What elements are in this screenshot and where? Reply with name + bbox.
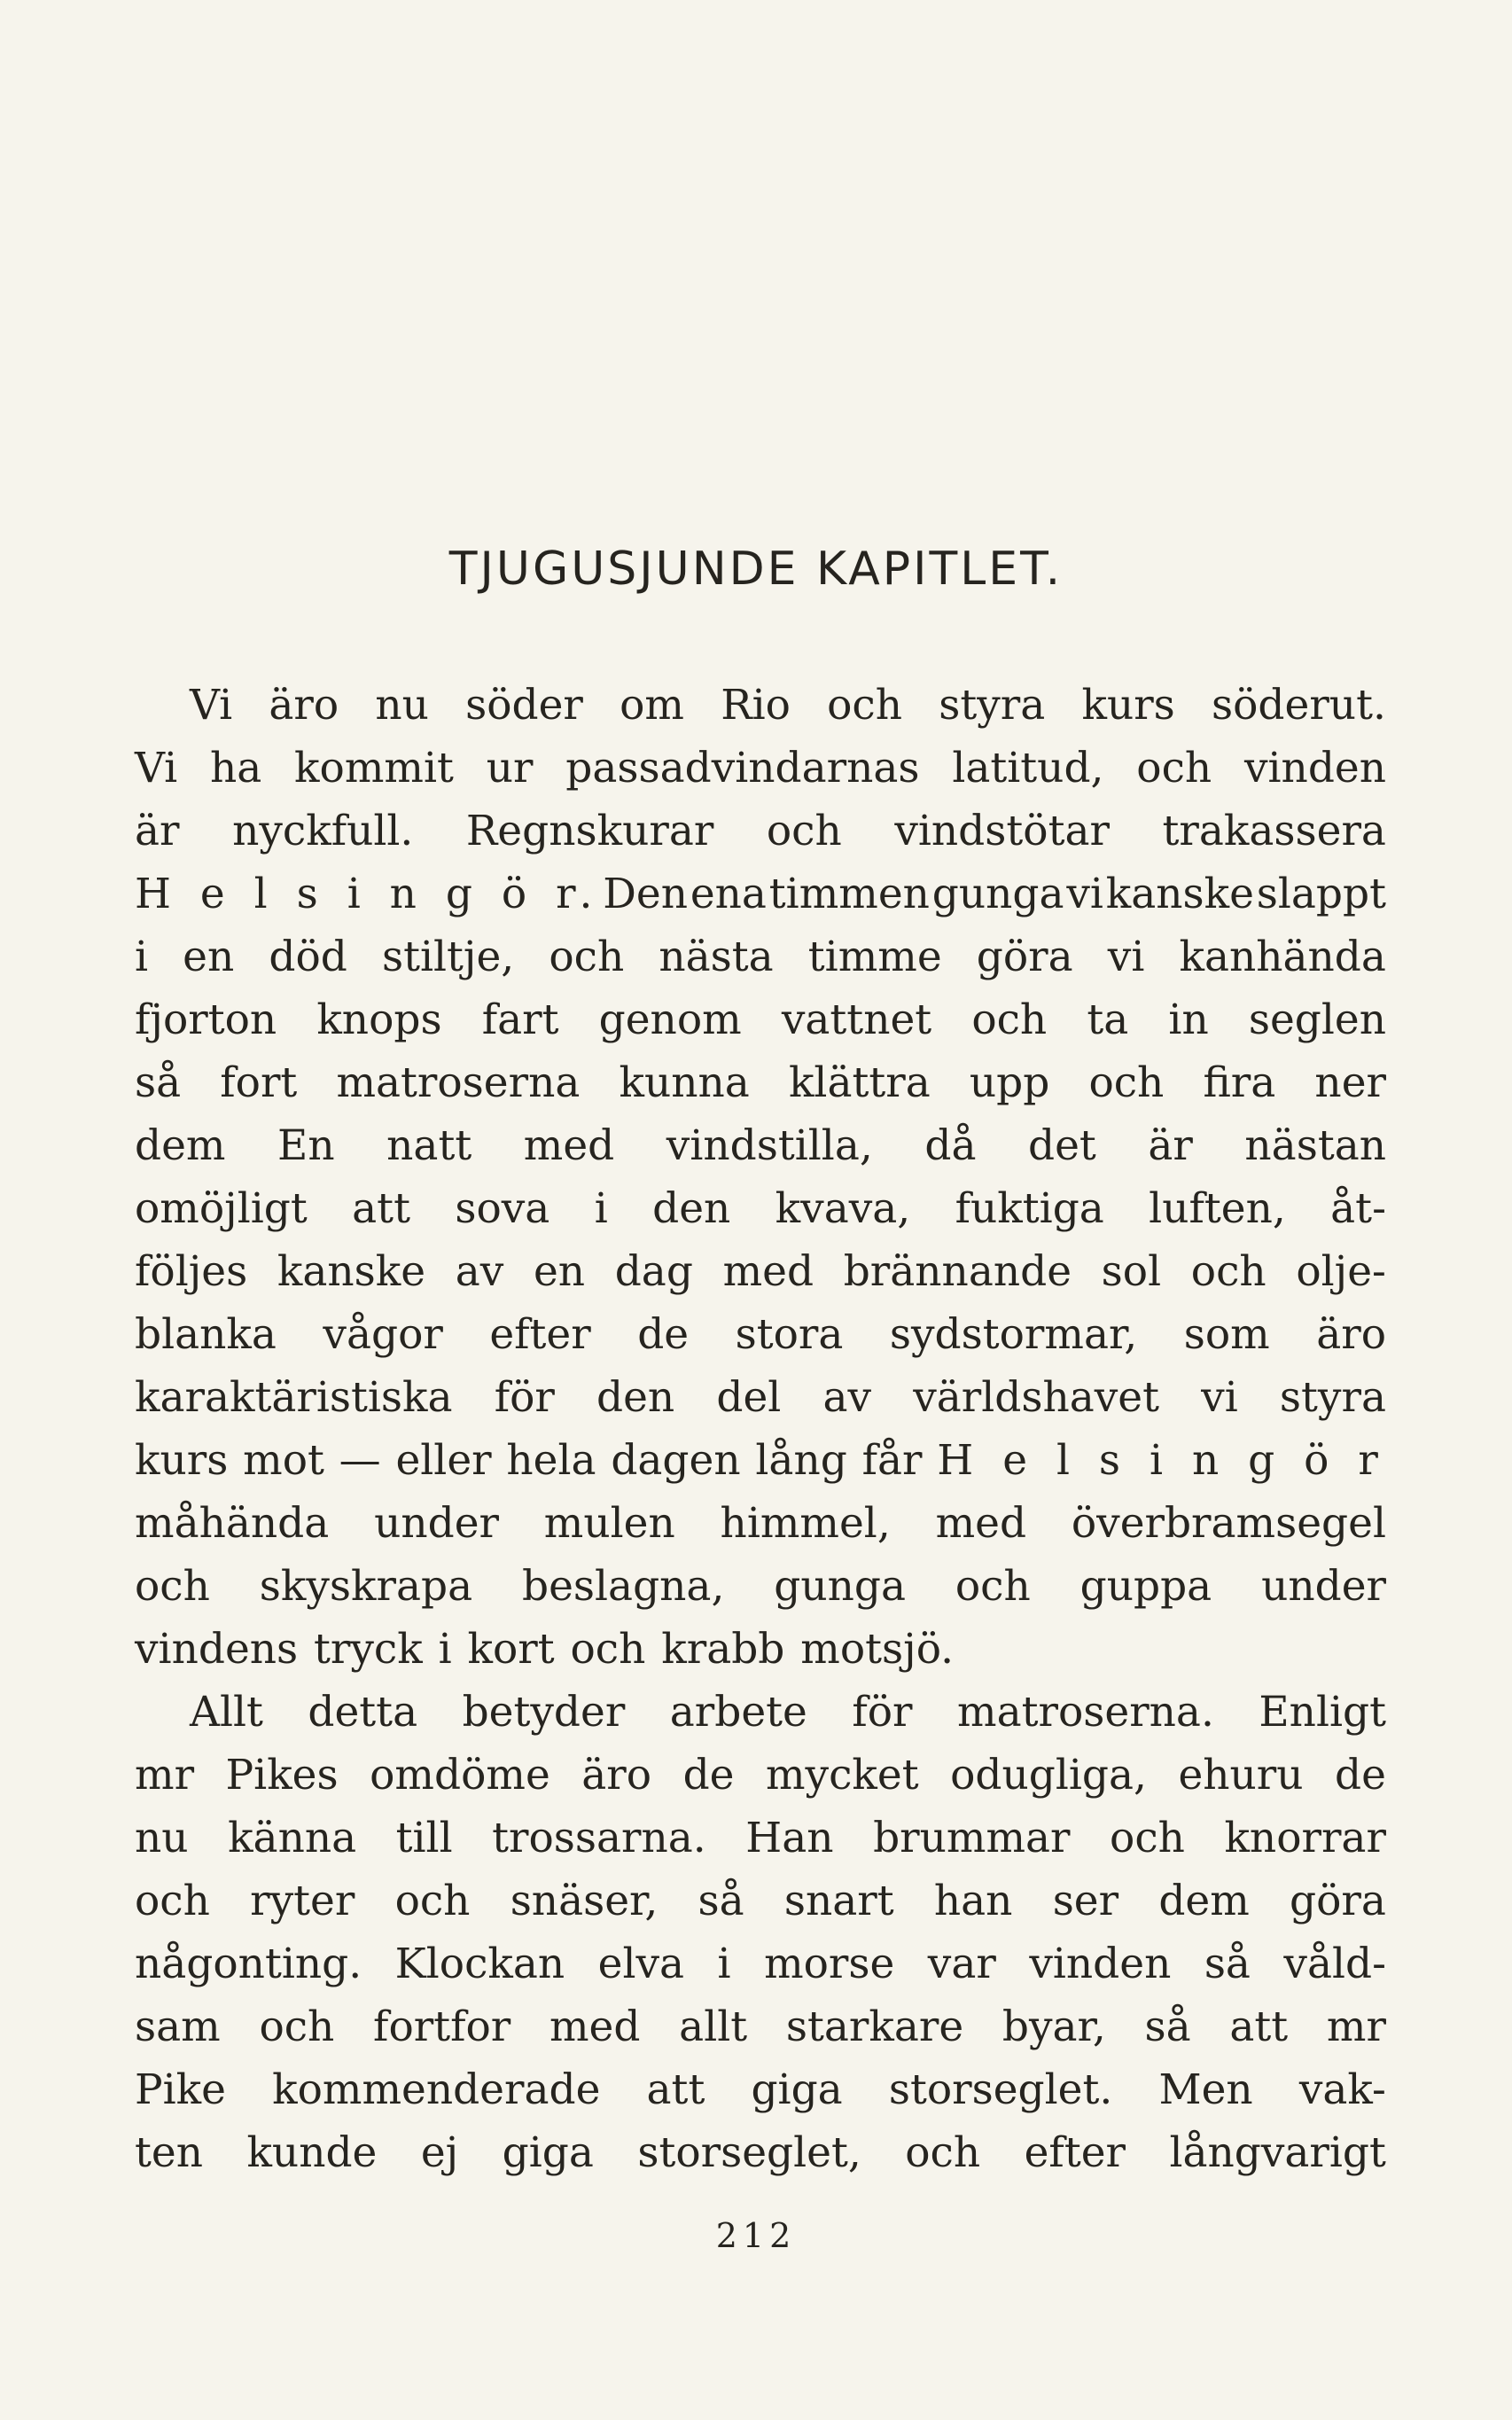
word: av (455, 1247, 504, 1296)
word: kurs (1081, 681, 1175, 730)
word: de (682, 1751, 735, 1799)
word: att (1229, 2002, 1289, 2051)
text-line (135, 1870, 1386, 1932)
word: ej (420, 2128, 459, 2177)
word: elva (597, 1940, 685, 1988)
word: för (852, 1688, 913, 1737)
word: mulen (543, 1499, 675, 1548)
word: Vi (190, 681, 233, 730)
word: om (620, 681, 684, 730)
word: motsjö. (800, 1625, 955, 1674)
word: gunga (931, 870, 1064, 918)
word: blanka (135, 1310, 277, 1359)
word: morse (764, 1940, 895, 1988)
word: för (494, 1373, 555, 1422)
word: stiltje, (381, 933, 515, 981)
word: vinden (1029, 1940, 1172, 1988)
word: i (717, 1940, 731, 1988)
word: timme (807, 933, 942, 981)
word: styra (939, 681, 1046, 730)
word: så (698, 1877, 744, 1925)
word: i (135, 933, 149, 981)
word: följes (135, 1247, 248, 1296)
word: då (924, 1121, 977, 1170)
word: trossarna. (492, 1814, 706, 1862)
word: seglen (1248, 995, 1386, 1044)
word: latitud, (952, 744, 1104, 792)
word: våld- (1283, 1940, 1386, 1988)
word: en (533, 1247, 586, 1296)
word: in (1168, 995, 1209, 1044)
word: mot (243, 1436, 324, 1485)
word: himmel, (720, 1499, 891, 1548)
word: mr (1326, 2002, 1386, 2051)
word: ta (1087, 995, 1129, 1044)
word: nu (375, 681, 429, 730)
text-line (135, 1807, 1386, 1870)
text-line (135, 863, 1386, 925)
word: under (1261, 1562, 1386, 1611)
word: vi (1107, 933, 1145, 981)
word: och (1110, 1814, 1185, 1862)
word: göra (976, 933, 1073, 981)
word: göra (1290, 1877, 1386, 1925)
word: kunde (246, 2128, 378, 2177)
word: omöjligt (135, 1184, 308, 1233)
word: H e l s i n g ö r. (135, 870, 601, 918)
word: fjorton (135, 995, 277, 1044)
word: vi (1201, 1373, 1238, 1422)
word: vindstötar (894, 807, 1110, 855)
word: fira (1203, 1058, 1276, 1107)
word: natt (386, 1121, 472, 1170)
word: dagen (611, 1436, 741, 1485)
word: vågor (323, 1310, 443, 1359)
word: och (827, 681, 902, 730)
word: matroserna. (957, 1688, 1214, 1737)
word: beslagna, (522, 1562, 725, 1611)
word: omdöme (370, 1751, 550, 1799)
word: skyskrapa (259, 1562, 473, 1611)
word: Pike (135, 2065, 226, 2114)
word: Enligt (1259, 1688, 1386, 1737)
word: under (374, 1499, 499, 1548)
text-line (135, 925, 1386, 988)
text-line (135, 1995, 1386, 2058)
word: kommit (294, 744, 454, 792)
word: detta (308, 1688, 418, 1737)
word: kommenderade (272, 2065, 601, 2114)
word: knops (316, 995, 442, 1044)
word: och (394, 1877, 471, 1925)
word: sydstormar, (889, 1310, 1138, 1359)
word: ehuru (1178, 1751, 1304, 1799)
word: med (722, 1247, 814, 1296)
word: och (1088, 1058, 1165, 1107)
word: och (135, 1562, 210, 1611)
text-line (135, 1429, 1386, 1492)
word: ser (1052, 1877, 1119, 1925)
word: dem (135, 1121, 226, 1170)
word: nu (135, 1814, 189, 1862)
word: Han (745, 1814, 834, 1862)
word: så (1204, 1940, 1251, 1988)
text-line (135, 1555, 1386, 1618)
word: efter (1024, 2128, 1126, 2177)
word: upp (969, 1058, 1050, 1107)
word: att (646, 2065, 705, 2114)
word: Rio (721, 681, 791, 730)
word: fuktiga (955, 1184, 1104, 1233)
word: söder (465, 681, 583, 730)
word: så (135, 1058, 182, 1107)
word: en (183, 933, 235, 981)
word: vindens (135, 1625, 299, 1674)
word: kvava, (775, 1184, 911, 1233)
word: passadvindarnas (565, 744, 920, 792)
word: Den (603, 870, 689, 918)
word: och (549, 933, 625, 981)
word: matroserna (336, 1058, 581, 1107)
word: dem (1158, 1877, 1250, 1925)
word: lång (755, 1436, 847, 1485)
word: åt- (1330, 1184, 1386, 1233)
text-line (135, 1240, 1386, 1303)
word: brummar (873, 1814, 1071, 1862)
word: kanhända (1179, 933, 1386, 981)
word: genom (598, 995, 742, 1044)
word: att (352, 1184, 410, 1233)
word: sova (455, 1184, 550, 1233)
word: ryter (250, 1877, 355, 1925)
text-line (135, 1051, 1386, 1114)
word: med (523, 1121, 615, 1170)
word: slappt (1256, 870, 1386, 918)
word: överbramsegel (1071, 1499, 1386, 1548)
word: söderut. (1212, 681, 1386, 730)
word: arbete (669, 1688, 807, 1737)
text-line (135, 2121, 1386, 2184)
text-line (135, 800, 1386, 863)
word: den (652, 1184, 731, 1233)
word: Allt (190, 1688, 263, 1737)
word: i (438, 1625, 452, 1674)
text-line (135, 1114, 1386, 1177)
word: storseglet. (888, 2065, 1113, 2114)
word: hela (506, 1436, 596, 1485)
word: Men (1158, 2065, 1253, 2114)
word: får (861, 1436, 923, 1485)
word: den (596, 1373, 675, 1422)
text-line (135, 1618, 1386, 1681)
word: kurs (135, 1436, 229, 1485)
word: Klockan (394, 1940, 565, 1988)
word: av (822, 1373, 872, 1422)
word: timmen (768, 870, 930, 918)
word: och (1190, 1247, 1266, 1296)
word: nästan (1244, 1121, 1386, 1170)
word: Regnskurar (465, 807, 714, 855)
word: storseglet, (637, 2128, 861, 2177)
word: H e l s i n g ö r (937, 1436, 1386, 1485)
word: styra (1279, 1373, 1386, 1422)
chapter-title: TJUGUSJUNDE KAPITLET. (448, 543, 1064, 596)
word: klättra (788, 1058, 931, 1107)
word: snart (783, 1877, 894, 1925)
word: kunna (619, 1058, 750, 1107)
text-line (135, 2058, 1386, 2121)
body-text (135, 674, 1386, 2184)
text-line (135, 1744, 1386, 1807)
word: En (277, 1121, 335, 1170)
word: och (1136, 744, 1212, 792)
word: vattnet (781, 995, 932, 1044)
word: och (905, 2128, 981, 2177)
word: gunga (774, 1562, 906, 1611)
word: han (933, 1877, 1013, 1925)
word: var (927, 1940, 996, 1988)
word: kanske (277, 1247, 426, 1296)
word: starkare (785, 2002, 964, 2051)
word: Vi (135, 744, 178, 792)
text-line (135, 1932, 1386, 1995)
word: och (955, 1562, 1031, 1611)
text-line (135, 737, 1386, 800)
word: vindstilla, (666, 1121, 873, 1170)
word: fart (481, 995, 559, 1044)
word: ner (1314, 1058, 1386, 1107)
word: måhända (135, 1499, 330, 1548)
text-line (135, 674, 1386, 737)
text-line (135, 1492, 1386, 1555)
word: stora (735, 1310, 844, 1359)
word: giga (751, 2065, 843, 2114)
word: mycket (765, 1751, 919, 1799)
text-line (135, 1303, 1386, 1366)
word: dag (614, 1247, 693, 1296)
word: och (570, 1625, 646, 1674)
word: med (549, 2002, 641, 2051)
word: ha (209, 744, 262, 792)
word: krabb (661, 1625, 785, 1674)
word: byar, (1002, 2002, 1106, 2051)
word: äro (1316, 1310, 1386, 1359)
word: sol (1101, 1247, 1162, 1296)
word: någonting. (135, 1940, 362, 1988)
word: mr (135, 1751, 195, 1799)
text-line (135, 988, 1386, 1051)
word: vi (1066, 870, 1103, 918)
text-line (135, 1366, 1386, 1429)
word: Pikes (225, 1751, 339, 1799)
word: luften, (1149, 1184, 1286, 1233)
word: är (135, 807, 180, 855)
word: äro (581, 1751, 652, 1799)
word: allt (679, 2002, 748, 2051)
word: känna (228, 1814, 357, 1862)
word: nästa (659, 933, 774, 981)
word: vinden (1243, 744, 1386, 792)
word: till (395, 1814, 453, 1862)
word: i (594, 1184, 608, 1233)
word: nyckfull. (232, 807, 414, 855)
word: de (1335, 1751, 1386, 1799)
word: ena (690, 870, 767, 918)
word: äro (269, 681, 339, 730)
text-line (135, 1177, 1386, 1240)
word: giga (502, 2128, 594, 2177)
word: och (259, 2002, 335, 2051)
word: kort (467, 1625, 555, 1674)
word: brännande (843, 1247, 1072, 1296)
word: världshavet (913, 1373, 1160, 1422)
word: karaktäristiska (135, 1373, 453, 1422)
word: betyder (462, 1688, 626, 1737)
word: knorrar (1224, 1814, 1386, 1862)
word: och (135, 1877, 210, 1925)
word: guppa (1079, 1562, 1212, 1611)
page-number: 212 (715, 2216, 797, 2255)
word: sam (135, 2002, 221, 2051)
word: ten (135, 2128, 203, 2177)
word: och (971, 995, 1048, 1044)
word: trakassera (1162, 807, 1386, 855)
word: efter (489, 1310, 591, 1359)
word: vak- (1298, 2065, 1386, 2114)
word: de (637, 1310, 690, 1359)
text-line (135, 1681, 1386, 1744)
word: fort (220, 1058, 298, 1107)
word: eller (395, 1436, 492, 1485)
word: — (339, 1436, 381, 1485)
word: och (766, 807, 842, 855)
word: så (1144, 2002, 1191, 2051)
word: odugliga, (950, 1751, 1147, 1799)
word: olje- (1296, 1247, 1386, 1296)
word: fortfor (373, 2002, 511, 2051)
word: som (1183, 1310, 1270, 1359)
word: kanske (1105, 870, 1254, 918)
word: tryck (314, 1625, 423, 1674)
word: död (269, 933, 347, 981)
word: det (1028, 1121, 1096, 1170)
word: med (935, 1499, 1027, 1548)
word: snäser, (510, 1877, 659, 1925)
word: ur (486, 744, 534, 792)
word: del (716, 1373, 782, 1422)
word: är (1148, 1121, 1193, 1170)
word: långvarigt (1169, 2128, 1386, 2177)
